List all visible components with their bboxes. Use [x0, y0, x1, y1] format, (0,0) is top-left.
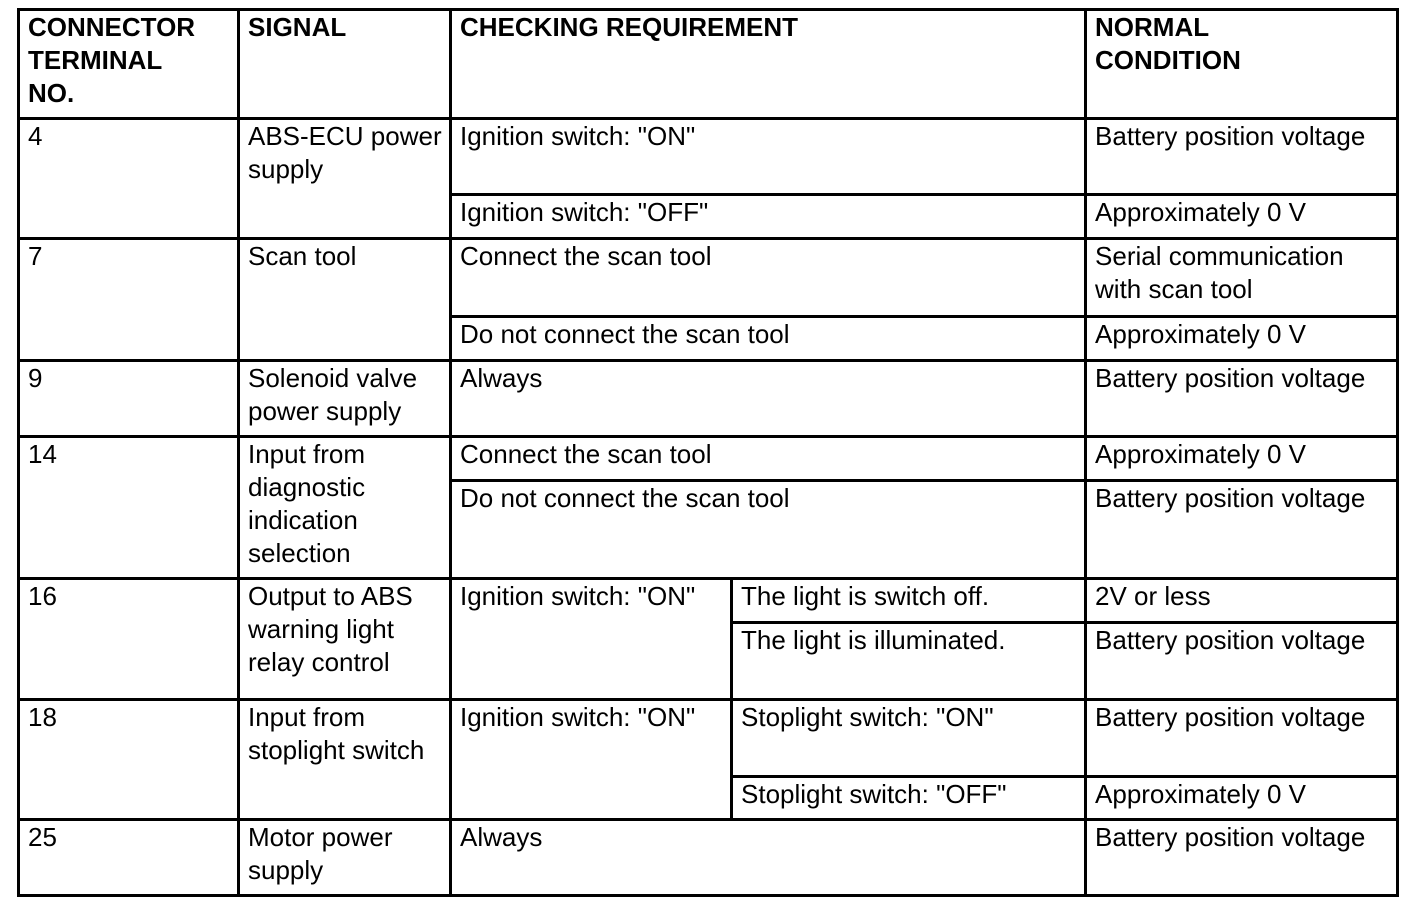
- signal-cell: ABS-ECU power supply: [239, 119, 451, 239]
- header-normal-condition: NORMAL CONDITION: [1086, 10, 1398, 119]
- condition-cell: Approximately 0 V: [1086, 195, 1398, 239]
- signal-cell: Output to ABS warning light relay control: [239, 579, 451, 700]
- signal-cell: Motor power supply: [239, 820, 451, 896]
- requirement-cell: Do not connect the scan tool: [451, 481, 1086, 579]
- requirement-cell: Do not connect the scan tool: [451, 317, 1086, 361]
- header-row: [19, 10, 1398, 119]
- requirement-cell: Always: [451, 361, 1086, 437]
- header-signal: SIGNAL: [239, 10, 451, 119]
- terminal-cell: 18: [19, 700, 239, 820]
- requirement-cell: Ignition switch: "ON": [451, 579, 732, 700]
- table-row: [19, 437, 1398, 481]
- terminal-cell: 25: [19, 820, 239, 896]
- signal-cell: Scan tool: [239, 239, 451, 361]
- condition-cell: Battery position voltage: [1086, 623, 1398, 700]
- terminal-cell: 7: [19, 239, 239, 361]
- requirement-cell: Ignition switch: "OFF": [451, 195, 1086, 239]
- condition-cell: 2V or less: [1086, 579, 1398, 623]
- signal-cell: Input from stoplight switch: [239, 700, 451, 820]
- sub-requirement-cell: Stoplight switch: "OFF": [732, 777, 1086, 820]
- condition-cell: Approximately 0 V: [1086, 317, 1398, 361]
- terminal-cell: 4: [19, 119, 239, 239]
- table-row: [19, 579, 1398, 623]
- condition-cell: Serial communication with scan tool: [1086, 239, 1398, 317]
- sub-requirement-cell: The light is illuminated.: [732, 623, 1086, 700]
- condition-cell: Battery position voltage: [1086, 700, 1398, 777]
- table-row: [19, 361, 1398, 437]
- requirement-cell: Ignition switch: "ON": [451, 119, 1086, 195]
- terminal-cell: 14: [19, 437, 239, 579]
- condition-cell: Battery position voltage: [1086, 361, 1398, 437]
- condition-cell: Battery position voltage: [1086, 119, 1398, 195]
- table-row: [19, 820, 1398, 896]
- condition-cell: Battery position voltage: [1086, 481, 1398, 579]
- requirement-cell: Always: [451, 820, 1086, 896]
- signal-cell: Input from diagnostic indication selection: [239, 437, 451, 579]
- header-checking-requirement: CHECKING REQUIREMENT: [451, 10, 1086, 119]
- signal-cell: Solenoid valve power supply: [239, 361, 451, 437]
- requirement-cell: Connect the scan tool: [451, 437, 1086, 481]
- table-row: [19, 700, 1398, 777]
- header-terminal: CONNECTOR TERMINAL NO.: [19, 10, 239, 119]
- terminal-cell: 16: [19, 579, 239, 700]
- condition-cell: Approximately 0 V: [1086, 777, 1398, 820]
- sub-requirement-cell: The light is switch off.: [732, 579, 1086, 623]
- condition-cell: Approximately 0 V: [1086, 437, 1398, 481]
- terminal-inspection-table: [17, 8, 1399, 897]
- condition-cell: Battery position voltage: [1086, 820, 1398, 896]
- table-row: [19, 119, 1398, 195]
- sub-requirement-cell: Stoplight switch: "ON": [732, 700, 1086, 777]
- requirement-cell: Connect the scan tool: [451, 239, 1086, 317]
- requirement-cell: Ignition switch: "ON": [451, 700, 732, 820]
- terminal-cell: 9: [19, 361, 239, 437]
- table-row: [19, 239, 1398, 317]
